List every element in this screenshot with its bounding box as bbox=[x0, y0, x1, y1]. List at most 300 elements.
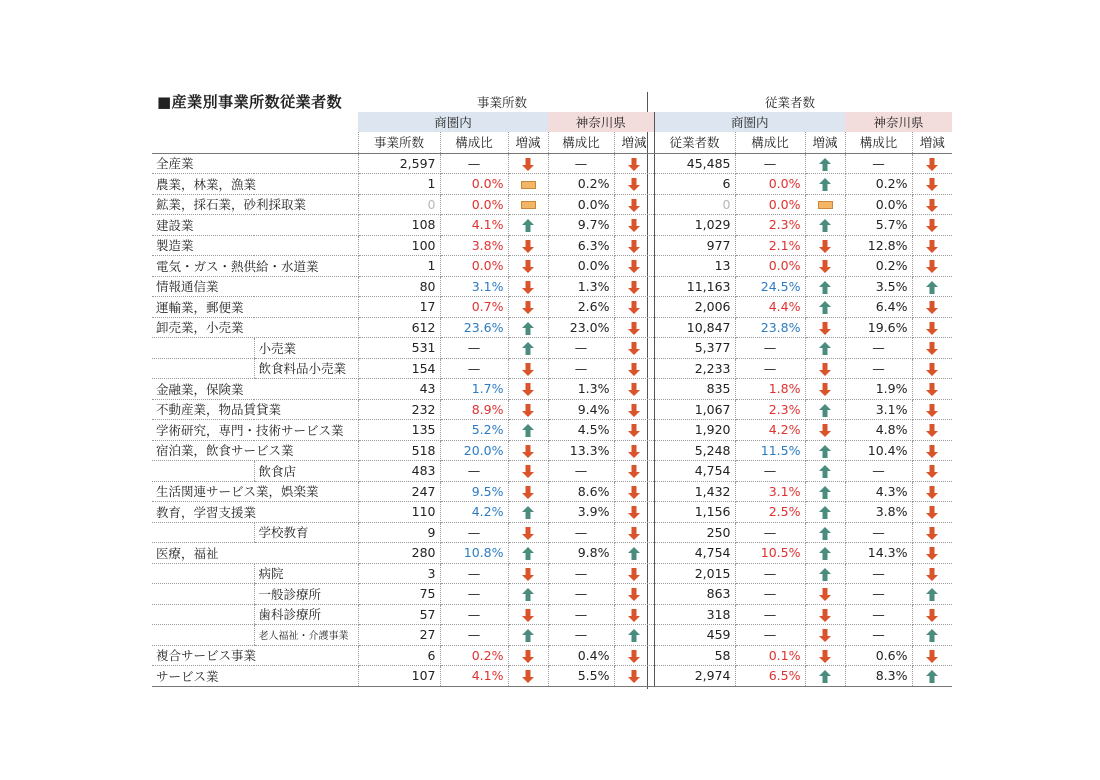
value-cell: — bbox=[440, 604, 508, 625]
trend-cell bbox=[805, 399, 845, 420]
trend-cell bbox=[805, 666, 845, 687]
value-cell: 0 bbox=[358, 194, 440, 215]
trend-cell bbox=[614, 317, 654, 338]
subgroup-pref-1: 神奈川県 bbox=[548, 112, 654, 132]
value-cell: — bbox=[735, 461, 805, 482]
up-arrow-icon bbox=[819, 506, 831, 519]
trend-cell bbox=[912, 276, 952, 297]
trend-cell bbox=[805, 153, 845, 174]
down-arrow-icon bbox=[522, 363, 534, 376]
value-cell: 10.4% bbox=[845, 440, 912, 461]
trend-cell bbox=[508, 399, 548, 420]
value-cell: 1 bbox=[358, 256, 440, 277]
col-header: 事業所数 bbox=[358, 132, 440, 153]
value-cell: 24.5% bbox=[735, 276, 805, 297]
trend-cell bbox=[805, 440, 845, 461]
down-arrow-icon bbox=[522, 281, 534, 294]
down-arrow-icon bbox=[628, 178, 640, 191]
value-cell: — bbox=[548, 604, 614, 625]
value-cell: 8.3% bbox=[845, 666, 912, 687]
value-cell: — bbox=[845, 604, 912, 625]
down-arrow-icon bbox=[522, 650, 534, 663]
value-cell: 0.0% bbox=[735, 174, 805, 195]
value-cell: 57 bbox=[358, 604, 440, 625]
value-cell: 9 bbox=[358, 522, 440, 543]
down-arrow-icon bbox=[628, 383, 640, 396]
value-cell: 58 bbox=[654, 645, 735, 666]
value-cell: — bbox=[548, 522, 614, 543]
trend-cell bbox=[805, 379, 845, 400]
table-row bbox=[152, 235, 952, 256]
value-cell: 250 bbox=[654, 522, 735, 543]
trend-cell bbox=[508, 379, 548, 400]
trend-cell bbox=[912, 317, 952, 338]
industry-name: 金融業，保険業 bbox=[152, 379, 358, 400]
industry-name: 電気・ガス・熱供給・水道業 bbox=[152, 256, 358, 277]
trend-cell bbox=[614, 522, 654, 543]
down-arrow-icon bbox=[926, 424, 938, 437]
sub-industry-name: 飲食料品小売業 bbox=[254, 358, 358, 379]
up-arrow-icon bbox=[819, 445, 831, 458]
value-cell: — bbox=[735, 625, 805, 646]
down-arrow-icon bbox=[522, 445, 534, 458]
industry-name: 農業，林業，漁業 bbox=[152, 174, 358, 195]
down-arrow-icon bbox=[628, 240, 640, 253]
up-arrow-icon bbox=[819, 342, 831, 355]
header-row-1 bbox=[152, 112, 952, 132]
up-arrow-icon bbox=[926, 670, 938, 683]
up-arrow-icon bbox=[819, 547, 831, 560]
trend-cell bbox=[912, 502, 952, 523]
value-cell: 5,377 bbox=[654, 338, 735, 359]
value-cell: — bbox=[845, 563, 912, 584]
trend-cell bbox=[508, 358, 548, 379]
value-cell: — bbox=[735, 153, 805, 174]
trend-cell bbox=[508, 235, 548, 256]
value-cell: 75 bbox=[358, 584, 440, 605]
sub-industry-name: 飲食店 bbox=[254, 461, 358, 482]
value-cell: 2.6% bbox=[548, 297, 614, 318]
down-arrow-icon bbox=[819, 240, 831, 253]
value-cell: 6 bbox=[358, 645, 440, 666]
col-header: 増減 bbox=[614, 132, 654, 153]
trend-cell bbox=[508, 543, 548, 564]
down-arrow-icon bbox=[926, 650, 938, 663]
trend-cell bbox=[508, 153, 548, 174]
col-header: 構成比 bbox=[735, 132, 805, 153]
trend-cell bbox=[508, 563, 548, 584]
table-row bbox=[152, 420, 952, 441]
down-arrow-icon bbox=[522, 609, 534, 622]
value-cell: 12.8% bbox=[845, 235, 912, 256]
trend-cell bbox=[805, 235, 845, 256]
value-cell: 518 bbox=[358, 440, 440, 461]
trend-cell bbox=[614, 502, 654, 523]
value-cell: 108 bbox=[358, 215, 440, 236]
up-arrow-icon bbox=[819, 404, 831, 417]
down-arrow-icon bbox=[926, 322, 938, 335]
value-cell: 2,597 bbox=[358, 153, 440, 174]
industry-name: 生活関連サービス業，娯楽業 bbox=[152, 481, 358, 502]
col-header: 増減 bbox=[912, 132, 952, 153]
value-cell: 232 bbox=[358, 399, 440, 420]
industry-name: サービス業 bbox=[152, 666, 358, 687]
down-arrow-icon bbox=[926, 465, 938, 478]
up-arrow-icon bbox=[522, 629, 534, 642]
trend-cell bbox=[912, 584, 952, 605]
down-arrow-icon bbox=[628, 445, 640, 458]
value-cell: 1,156 bbox=[654, 502, 735, 523]
col-header: 増減 bbox=[805, 132, 845, 153]
up-arrow-icon bbox=[522, 588, 534, 601]
down-arrow-icon bbox=[926, 260, 938, 273]
trend-cell bbox=[508, 461, 548, 482]
table-row bbox=[152, 358, 952, 379]
trend-cell bbox=[614, 666, 654, 687]
trend-cell bbox=[508, 502, 548, 523]
trend-cell bbox=[805, 604, 845, 625]
group-header-employees: 従業者数 bbox=[764, 95, 815, 110]
col-header: 構成比 bbox=[548, 132, 614, 153]
value-cell: 0.7% bbox=[440, 297, 508, 318]
trend-cell bbox=[912, 174, 952, 195]
value-cell: 1,067 bbox=[654, 399, 735, 420]
value-cell: 1.3% bbox=[548, 276, 614, 297]
down-arrow-icon bbox=[819, 383, 831, 396]
down-arrow-icon bbox=[926, 383, 938, 396]
trend-cell bbox=[508, 440, 548, 461]
value-cell: 0.1% bbox=[735, 645, 805, 666]
down-arrow-icon bbox=[628, 342, 640, 355]
up-arrow-icon bbox=[819, 465, 831, 478]
value-cell: 3.1% bbox=[735, 481, 805, 502]
value-cell: — bbox=[735, 563, 805, 584]
trend-cell bbox=[614, 420, 654, 441]
down-arrow-icon bbox=[926, 445, 938, 458]
col-header: 従業者数 bbox=[654, 132, 735, 153]
flat-trend-icon bbox=[521, 181, 536, 189]
value-cell: 483 bbox=[358, 461, 440, 482]
value-cell: 2.3% bbox=[735, 399, 805, 420]
trend-cell bbox=[614, 358, 654, 379]
value-cell: 10,847 bbox=[654, 317, 735, 338]
trend-cell bbox=[805, 297, 845, 318]
value-cell: 10.5% bbox=[735, 543, 805, 564]
value-cell: 2.5% bbox=[735, 502, 805, 523]
value-cell: 6 bbox=[654, 174, 735, 195]
down-arrow-icon bbox=[628, 281, 640, 294]
up-arrow-icon bbox=[819, 486, 831, 499]
down-arrow-icon bbox=[819, 322, 831, 335]
trend-cell bbox=[614, 338, 654, 359]
industry-name bbox=[152, 358, 254, 379]
industry-name bbox=[152, 338, 254, 359]
trend-cell bbox=[805, 502, 845, 523]
down-arrow-icon bbox=[819, 588, 831, 601]
down-arrow-icon bbox=[628, 260, 640, 273]
trend-cell bbox=[614, 543, 654, 564]
value-cell: 3.1% bbox=[845, 399, 912, 420]
trend-cell bbox=[508, 317, 548, 338]
trend-cell bbox=[508, 481, 548, 502]
value-cell: 9.4% bbox=[548, 399, 614, 420]
value-cell: 1 bbox=[358, 174, 440, 195]
trend-cell bbox=[508, 666, 548, 687]
value-cell: 23.6% bbox=[440, 317, 508, 338]
value-cell: 0.4% bbox=[548, 645, 614, 666]
down-arrow-icon bbox=[522, 301, 534, 314]
value-cell: — bbox=[548, 461, 614, 482]
value-cell: 835 bbox=[654, 379, 735, 400]
value-cell: 2,974 bbox=[654, 666, 735, 687]
down-arrow-icon bbox=[628, 424, 640, 437]
value-cell: 3.8% bbox=[845, 502, 912, 523]
down-arrow-icon bbox=[926, 547, 938, 560]
value-cell: 531 bbox=[358, 338, 440, 359]
trend-cell bbox=[614, 194, 654, 215]
down-arrow-icon bbox=[522, 465, 534, 478]
up-arrow-icon bbox=[926, 629, 938, 642]
down-arrow-icon bbox=[628, 670, 640, 683]
trend-cell bbox=[912, 215, 952, 236]
value-cell: — bbox=[845, 625, 912, 646]
value-cell: — bbox=[440, 358, 508, 379]
trend-cell bbox=[805, 174, 845, 195]
industry-name: 複合サービス事業 bbox=[152, 645, 358, 666]
trend-cell bbox=[508, 297, 548, 318]
value-cell: 0.0% bbox=[440, 174, 508, 195]
col-header: 構成比 bbox=[440, 132, 508, 153]
down-arrow-icon bbox=[628, 301, 640, 314]
trend-cell bbox=[614, 174, 654, 195]
industry-name: 宿泊業，飲食サービス業 bbox=[152, 440, 358, 461]
up-arrow-icon bbox=[819, 281, 831, 294]
down-arrow-icon bbox=[926, 568, 938, 581]
down-arrow-icon bbox=[926, 404, 938, 417]
sub-industry-name: 老人福祉・介護事業 bbox=[254, 625, 358, 646]
value-cell: 13 bbox=[654, 256, 735, 277]
up-arrow-icon bbox=[522, 322, 534, 335]
trend-cell bbox=[805, 358, 845, 379]
industry-name bbox=[152, 522, 254, 543]
table-row bbox=[152, 399, 952, 420]
down-arrow-icon bbox=[926, 158, 938, 171]
trend-cell bbox=[805, 645, 845, 666]
down-arrow-icon bbox=[819, 609, 831, 622]
trend-cell bbox=[805, 276, 845, 297]
sub-industry-name: 小売業 bbox=[254, 338, 358, 359]
up-arrow-icon bbox=[628, 629, 640, 642]
value-cell: 80 bbox=[358, 276, 440, 297]
value-cell: 135 bbox=[358, 420, 440, 441]
value-cell: — bbox=[548, 358, 614, 379]
value-cell: — bbox=[440, 522, 508, 543]
trend-cell bbox=[508, 584, 548, 605]
trend-cell bbox=[508, 522, 548, 543]
trend-cell bbox=[805, 256, 845, 277]
trend-cell bbox=[912, 358, 952, 379]
down-arrow-icon bbox=[628, 650, 640, 663]
value-cell: 0.6% bbox=[845, 645, 912, 666]
value-cell: 2.3% bbox=[735, 215, 805, 236]
value-cell: 977 bbox=[654, 235, 735, 256]
trend-cell bbox=[805, 194, 845, 215]
trend-cell bbox=[912, 338, 952, 359]
value-cell: 5.7% bbox=[845, 215, 912, 236]
down-arrow-icon bbox=[522, 404, 534, 417]
down-arrow-icon bbox=[926, 506, 938, 519]
value-cell: 11.5% bbox=[735, 440, 805, 461]
down-arrow-icon bbox=[926, 199, 938, 212]
trend-cell bbox=[614, 215, 654, 236]
industry-name bbox=[152, 584, 254, 605]
value-cell: 5,248 bbox=[654, 440, 735, 461]
trend-cell bbox=[805, 625, 845, 646]
value-cell: 8.6% bbox=[548, 481, 614, 502]
industry-name: 不動産業，物品賃貸業 bbox=[152, 399, 358, 420]
value-cell: 1,920 bbox=[654, 420, 735, 441]
trend-cell bbox=[508, 215, 548, 236]
up-arrow-icon bbox=[522, 342, 534, 355]
table-row bbox=[152, 440, 952, 461]
value-cell: 0.0% bbox=[735, 256, 805, 277]
value-cell: 5.2% bbox=[440, 420, 508, 441]
down-arrow-icon bbox=[628, 404, 640, 417]
up-arrow-icon bbox=[522, 547, 534, 560]
value-cell: 6.3% bbox=[548, 235, 614, 256]
down-arrow-icon bbox=[926, 301, 938, 314]
value-cell: 19.6% bbox=[845, 317, 912, 338]
value-cell: — bbox=[440, 563, 508, 584]
value-cell: — bbox=[548, 584, 614, 605]
trend-cell bbox=[912, 625, 952, 646]
trend-cell bbox=[614, 153, 654, 174]
value-cell: — bbox=[548, 153, 614, 174]
down-arrow-icon bbox=[628, 158, 640, 171]
down-arrow-icon bbox=[628, 363, 640, 376]
value-cell: — bbox=[735, 522, 805, 543]
trend-cell bbox=[508, 604, 548, 625]
up-arrow-icon bbox=[819, 158, 831, 171]
down-arrow-icon bbox=[926, 609, 938, 622]
value-cell: 43 bbox=[358, 379, 440, 400]
value-cell: 100 bbox=[358, 235, 440, 256]
down-arrow-icon bbox=[522, 486, 534, 499]
down-arrow-icon bbox=[926, 486, 938, 499]
value-cell: 1.9% bbox=[845, 379, 912, 400]
value-cell: — bbox=[548, 563, 614, 584]
value-cell: 0.0% bbox=[845, 194, 912, 215]
industry-name bbox=[152, 604, 254, 625]
value-cell: — bbox=[548, 338, 614, 359]
down-arrow-icon bbox=[628, 322, 640, 335]
down-arrow-icon bbox=[522, 568, 534, 581]
table-row bbox=[152, 666, 952, 687]
value-cell: — bbox=[845, 584, 912, 605]
up-arrow-icon bbox=[819, 178, 831, 191]
down-arrow-icon bbox=[522, 670, 534, 683]
table-row bbox=[152, 174, 952, 195]
trend-cell bbox=[912, 461, 952, 482]
trend-cell bbox=[508, 625, 548, 646]
value-cell: 1.7% bbox=[440, 379, 508, 400]
value-cell: 4.1% bbox=[440, 215, 508, 236]
value-cell: — bbox=[845, 153, 912, 174]
trend-cell bbox=[614, 461, 654, 482]
trend-cell bbox=[614, 235, 654, 256]
industry-name: 建設業 bbox=[152, 215, 358, 236]
down-arrow-icon bbox=[628, 199, 640, 212]
up-arrow-icon bbox=[819, 219, 831, 232]
up-arrow-icon bbox=[926, 588, 938, 601]
value-cell: 13.3% bbox=[548, 440, 614, 461]
value-cell: 20.0% bbox=[440, 440, 508, 461]
value-cell: 4.2% bbox=[440, 502, 508, 523]
value-cell: — bbox=[440, 625, 508, 646]
value-cell: 5.5% bbox=[548, 666, 614, 687]
value-cell: 6.4% bbox=[845, 297, 912, 318]
sub-industry-name: 病院 bbox=[254, 563, 358, 584]
industry-name: 教育，学習支援業 bbox=[152, 502, 358, 523]
table-row bbox=[152, 522, 952, 543]
sub-industry-name: 歯科診療所 bbox=[254, 604, 358, 625]
value-cell: — bbox=[845, 522, 912, 543]
table-row bbox=[152, 194, 952, 215]
trend-cell bbox=[805, 338, 845, 359]
value-cell: 14.3% bbox=[845, 543, 912, 564]
value-cell: 110 bbox=[358, 502, 440, 523]
page-title: ■産業別事業所数従業者数 bbox=[157, 93, 343, 111]
down-arrow-icon bbox=[628, 609, 640, 622]
trend-cell bbox=[912, 440, 952, 461]
trend-cell bbox=[614, 399, 654, 420]
up-arrow-icon bbox=[819, 527, 831, 540]
trend-cell bbox=[805, 481, 845, 502]
trend-cell bbox=[614, 625, 654, 646]
table-row bbox=[152, 563, 952, 584]
value-cell: 2,006 bbox=[654, 297, 735, 318]
trend-cell bbox=[614, 297, 654, 318]
trend-cell bbox=[912, 666, 952, 687]
trend-cell bbox=[614, 379, 654, 400]
sub-industry-name: 一般診療所 bbox=[254, 584, 358, 605]
value-cell: 9.5% bbox=[440, 481, 508, 502]
trend-cell bbox=[614, 256, 654, 277]
trend-cell bbox=[508, 194, 548, 215]
trend-cell bbox=[912, 543, 952, 564]
value-cell: 9.7% bbox=[548, 215, 614, 236]
trend-cell bbox=[912, 645, 952, 666]
trend-cell bbox=[508, 645, 548, 666]
trend-cell bbox=[614, 440, 654, 461]
trend-cell bbox=[912, 420, 952, 441]
subgroup-area-2: 商圏内 bbox=[654, 112, 845, 132]
down-arrow-icon bbox=[926, 342, 938, 355]
trend-cell bbox=[805, 563, 845, 584]
value-cell: — bbox=[845, 461, 912, 482]
value-cell: 459 bbox=[654, 625, 735, 646]
value-cell: 154 bbox=[358, 358, 440, 379]
trend-cell bbox=[912, 481, 952, 502]
trend-cell bbox=[508, 256, 548, 277]
value-cell: 27 bbox=[358, 625, 440, 646]
value-cell: — bbox=[735, 584, 805, 605]
trend-cell bbox=[912, 153, 952, 174]
industry-name bbox=[152, 461, 254, 482]
up-arrow-icon bbox=[819, 301, 831, 314]
industry-name bbox=[152, 563, 254, 584]
table-row bbox=[152, 461, 952, 482]
